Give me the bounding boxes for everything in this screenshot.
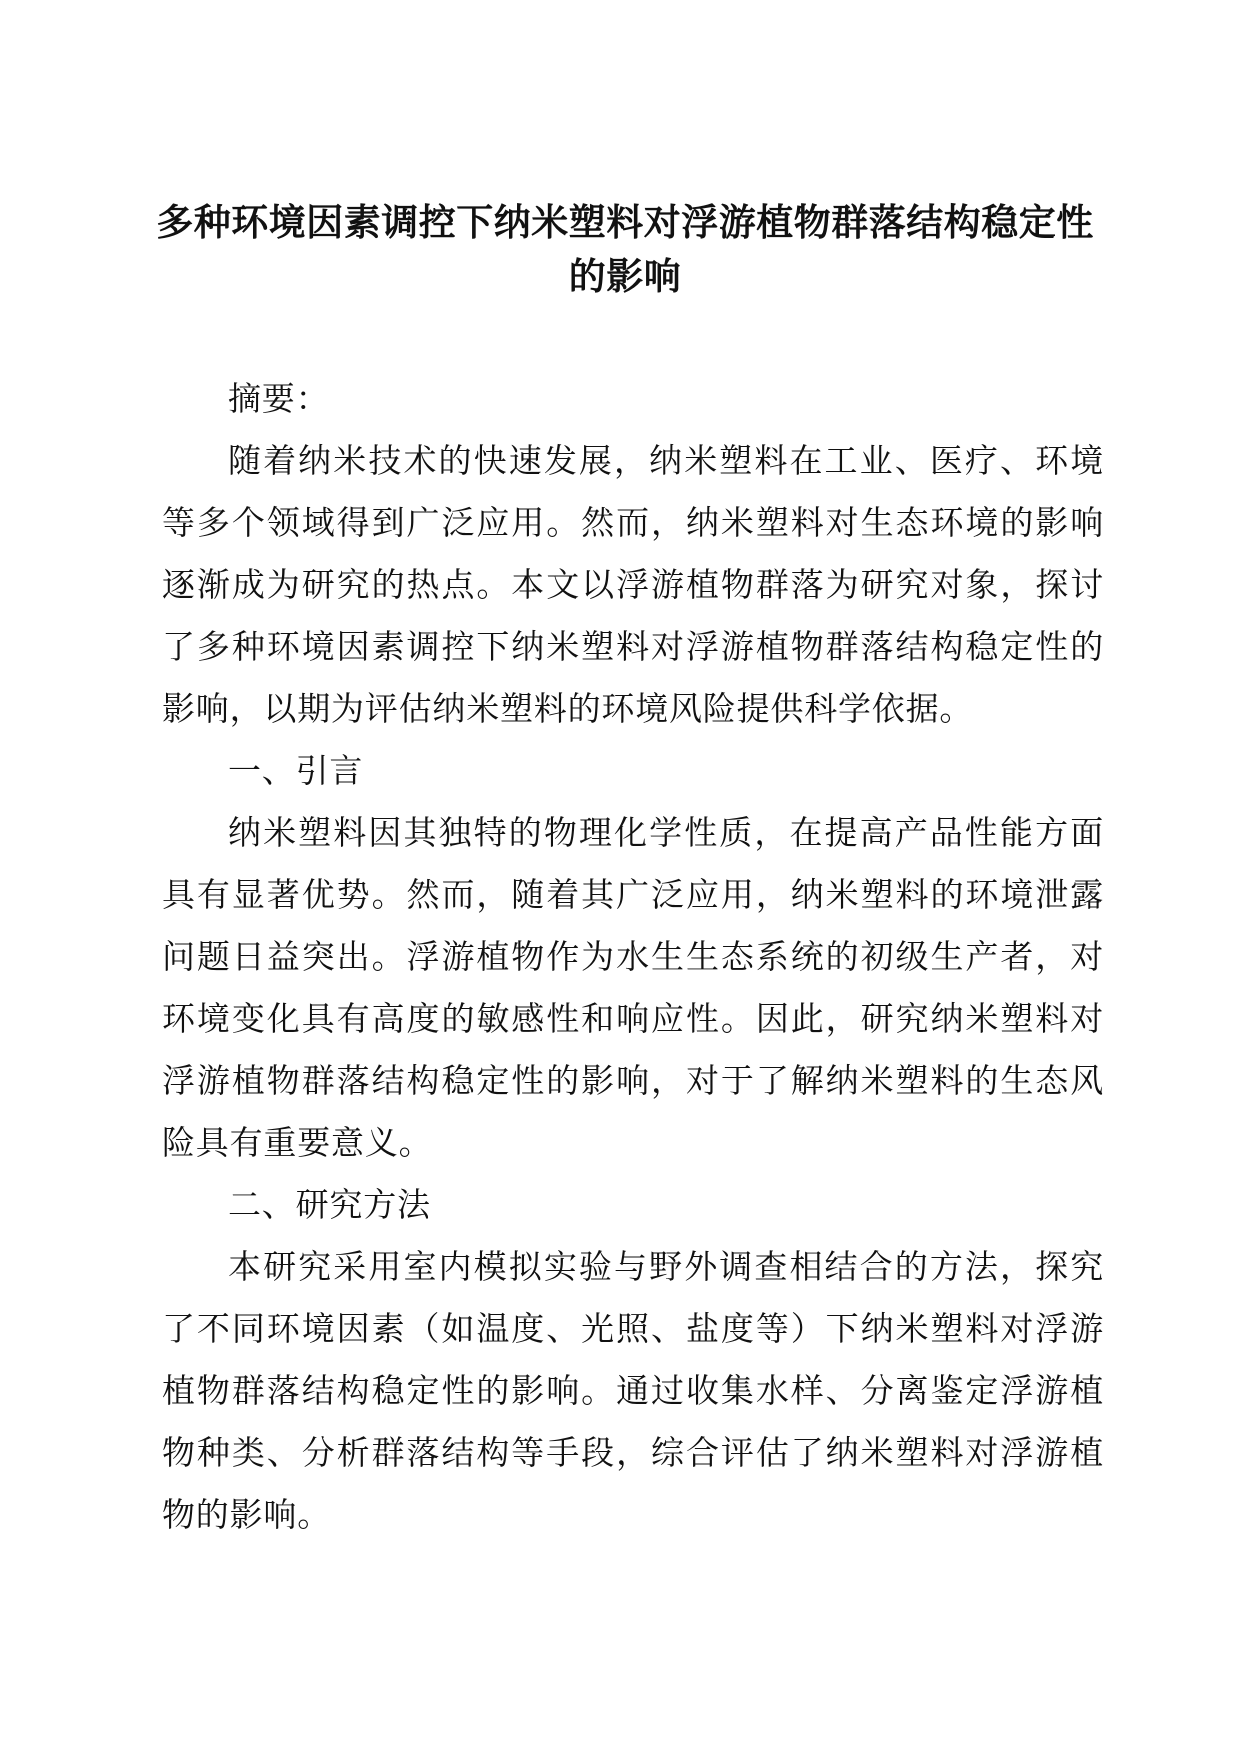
introduction-paragraph: 纳米塑料因其独特的物理化学性质，在提高产品性能方面具有显著优势。然而，随着其广泛应用，纳米塑料的环境泄露问题日益突出。浮游植物作为水生生态系统的初级生产者，对环境变化具有高度的敏感性和响应性。因此，研究纳米塑料对浮游植物群落结构稳定性的影响，对于了解纳米塑料的生态风险具有重要意义。 <box>162 813 1104 1162</box>
abstract-paragraph: 随着纳米技术的快速发展，纳米塑料在工业、医疗、环境等多个领域得到广泛应用。然而，纳米塑料对生态环境的影响逐渐成为研究的热点。本文以浮游植物群落为研究对象，探讨了多种环境因素调控下纳米塑料对浮游植物群落结构稳定性的影响，以期为评估纳米塑料的环境风险提供科学依据。 <box>162 441 1104 728</box>
abstract-label: 摘要： <box>228 379 330 418</box>
title-line-2: 的影响 <box>568 255 682 298</box>
document-body <box>162 368 1104 1546</box>
document-title <box>150 196 1100 304</box>
methods-paragraph: 本研究采用室内模拟实验与野外调查相结合的方法，探究了不同环境因素（如温度、光照、盐度等）下纳米塑料对浮游植物群落结构稳定性的影响。通过收集水样、分离鉴定浮游植物种类、分析群落结构等手段，综合评估了纳米塑料对浮游植物的影响。 <box>162 1247 1104 1534</box>
section-heading-introduction: 一、引言 <box>228 751 364 790</box>
title-line-1: 多种环境因素调控下纳米塑料对浮游植物群落结构稳定性 <box>156 201 1094 244</box>
section-heading-methods: 二、研究方法 <box>228 1185 431 1224</box>
